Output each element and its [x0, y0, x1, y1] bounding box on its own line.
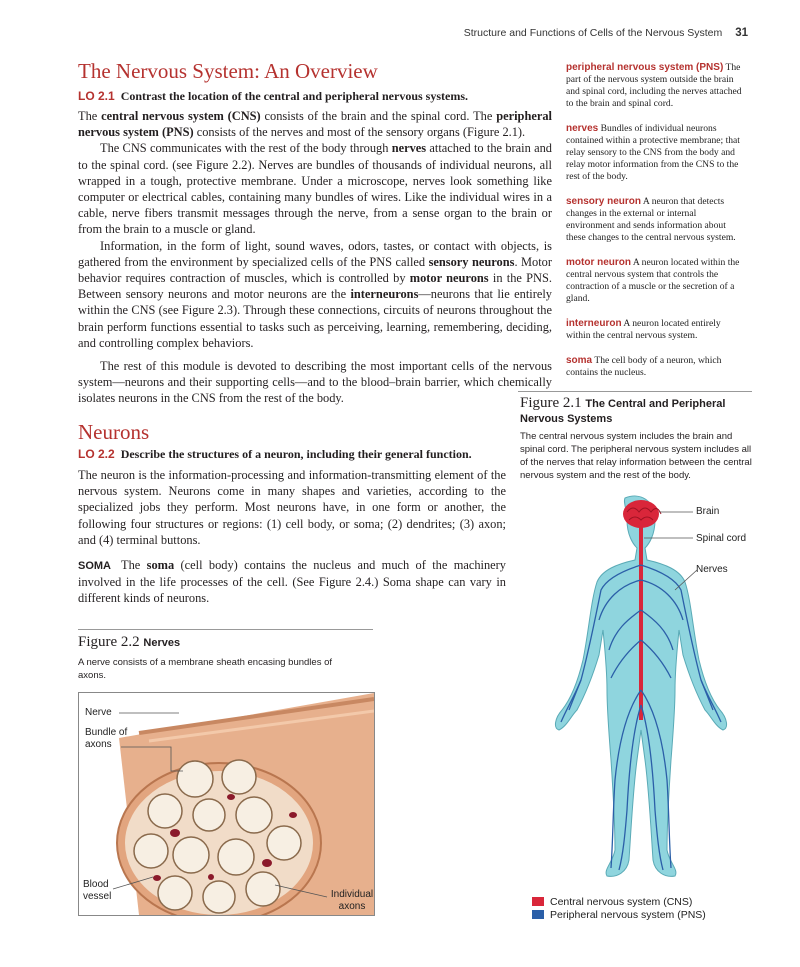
figure-rule	[78, 629, 373, 630]
figure-caption-title: The Central and Peripheral Nervous Systems	[520, 398, 726, 425]
glossary-definition: The part of the nervous system outside the brain and spinal cord, including the nerves attached to the brain and spinal cord.	[566, 62, 742, 109]
key-term: soma	[146, 558, 175, 573]
label-nerve: Nerve	[85, 707, 112, 718]
paragraph: The rest of this module is devoted to describing the most important cells of the nervous system—neurons and their supporting cells—and to the blood–brain barrier, which chemically isolates neurons in the CNS from the rest of the body.	[78, 359, 552, 406]
label-spinal-cord: Spinal cord	[696, 533, 747, 544]
figure-2-1-title	[520, 396, 754, 426]
nervous-system-illustration	[515, 490, 765, 890]
paragraph: The central nervous system (CNS) consists of the brain and the spinal cord. The peripheral nervous system (PNS) consists of the nerves and most of the sensory organs (Figure 2.1).	[78, 109, 552, 140]
glossary-term: motor neuron	[566, 257, 631, 268]
glossary-definition: A neuron located entirely within the central nervous system.	[566, 318, 721, 341]
learning-objective-2-1	[78, 89, 468, 104]
glossary-term: sensory neuron	[566, 196, 642, 207]
legend-item-pns	[532, 908, 706, 921]
running-title: Structure and Functions of Cells of the Nervous System	[463, 27, 723, 39]
legend	[532, 895, 706, 921]
paragraph: Information, in the form of light, sound waves, odors, tastes, or contact with objects, is gathered from the environment by specialized cells of the PNS called sensory neurons. Motor behavior requires contraction of muscles, which is controlled by motor neurons in the PNS. Between sensory neurons and motor neurons are the interneurons—neurons that lie entirely within the CNS (see Figure 2.3). Through these connections, circuits of neurons throughout the brain perform functions essential to tasks such as perceiving, learning, remembering, deciding, and controlling complex behaviors.	[78, 238, 552, 350]
paragraph: The CNS communicates with the rest of the body through nerves attached to the brain and to the spinal cord. (see Figure 2.2). Nerves are bundles of thousands of individual neurons, all wrapped in a tough, protective membrane. Under a microscope, nerves look something like computer or electrical cables, containing many bundles of wires. Like the individual wires in a cable, nerve fibers transmit messages through the nerve, from a sense organ to the brain or from the brain to a muscle or gland.	[78, 141, 552, 237]
overview-body-end	[78, 358, 552, 407]
label-blood-vessel: Blood vessel	[83, 879, 112, 902]
lo-tag: LO 2.1	[78, 89, 115, 103]
neurons-body	[78, 467, 506, 607]
glossary-sidebar	[566, 62, 744, 392]
figure-2-2-caption: A nerve consists of a membrane sheath encasing bundles of axons.	[78, 657, 333, 681]
legend-label: Central nervous system (CNS)	[550, 895, 693, 908]
label-brain: Brain	[696, 506, 720, 517]
lo-text: Contrast the location of the central and peripheral nervous systems.	[120, 89, 468, 103]
paragraph	[78, 557, 506, 607]
glossary-term: peripheral nervous system (PNS)	[566, 62, 724, 73]
legend-swatch-pns	[532, 910, 544, 919]
glossary-entry	[566, 123, 744, 183]
key-term: peripheral nervous system (PNS)	[78, 109, 552, 140]
lo-tag: LO 2.2	[78, 447, 115, 461]
page-number: 31	[735, 27, 748, 39]
legend-swatch-cns	[532, 897, 544, 906]
figure-rule	[518, 391, 752, 392]
key-term: interneurons	[350, 287, 419, 302]
figure-number: Figure 2.2	[78, 634, 140, 650]
glossary-entry	[566, 355, 744, 379]
lo-text: Describe the structures of a neuron, including their general function.	[120, 447, 472, 461]
figure-caption-title: Nerves	[143, 637, 181, 649]
overview-body	[78, 108, 552, 351]
soma-heading: SOMA	[78, 560, 111, 573]
glossary-term: nerves	[566, 123, 599, 134]
legend-label: Peripheral nervous system (PNS)	[550, 908, 706, 921]
glossary-term: soma	[566, 355, 593, 366]
figure-2-2-title	[78, 634, 180, 651]
brain-shape	[623, 500, 659, 528]
glossary-entry	[566, 62, 744, 110]
glossary-definition: A neuron that detects changes in the external or internal environment and sends information about these changes to the central nervous system.	[566, 196, 736, 243]
glossary-definition: Bundles of individual neurons contained within a protective membrane; that relay sensory to the CNS from the body and relay motor information from the CNS to the rest of the body.	[566, 123, 740, 182]
key-term: nerves	[391, 141, 427, 156]
figure-number: Figure 2.1	[520, 395, 582, 411]
paragraph: The neuron is the information-processing and information-transmitting element of the nervous system. Neurons come in many shapes and varieties, according to the specialized jobs they perform. Most neurons have, in one form or another, the following four structures or regions: (1) cell body, or soma; (2) dendrites; (3) axon; and (4) terminal buttons.	[78, 468, 506, 547]
label-bundle-of-axons: Bundle of axons	[85, 727, 128, 750]
glossary-entry	[566, 196, 744, 244]
label-individual-axons: Individual axons	[330, 889, 374, 912]
glossary-definition: A neuron located within the central nervous system that controls the contraction of a muscle or the secretion of a gland.	[566, 257, 740, 304]
glossary-term: interneuron	[566, 318, 622, 329]
soma-text: The soma (cell body) contains the nucleus and much of the machinery involved in the life processes of the cell. (See Figure 2.4.) Soma shape can vary in different kinds of neurons.	[78, 558, 506, 606]
key-term: motor neurons	[409, 271, 489, 286]
label-nerves: Nerves	[696, 564, 728, 575]
nerve-illustration-frame	[78, 692, 375, 916]
glossary-entry	[566, 318, 744, 342]
glossary-definition: The cell body of a neuron, which contains the nucleus.	[566, 355, 722, 378]
key-term: central nervous system (CNS)	[101, 109, 261, 123]
key-term: sensory neurons	[428, 254, 515, 269]
legend-item-cns	[532, 895, 706, 908]
running-header	[464, 27, 748, 39]
learning-objective-2-2	[78, 447, 472, 462]
section-title-overview: The Nervous System: An Overview	[78, 59, 378, 83]
section-title-neurons: Neurons	[78, 420, 150, 444]
glossary-entry	[566, 257, 744, 305]
figure-2-1-caption: The central nervous system includes the brain and spinal cord. The peripheral nervous system includes all of the nerves that relay information between the central nervous system and the rest of the body.	[520, 431, 752, 481]
